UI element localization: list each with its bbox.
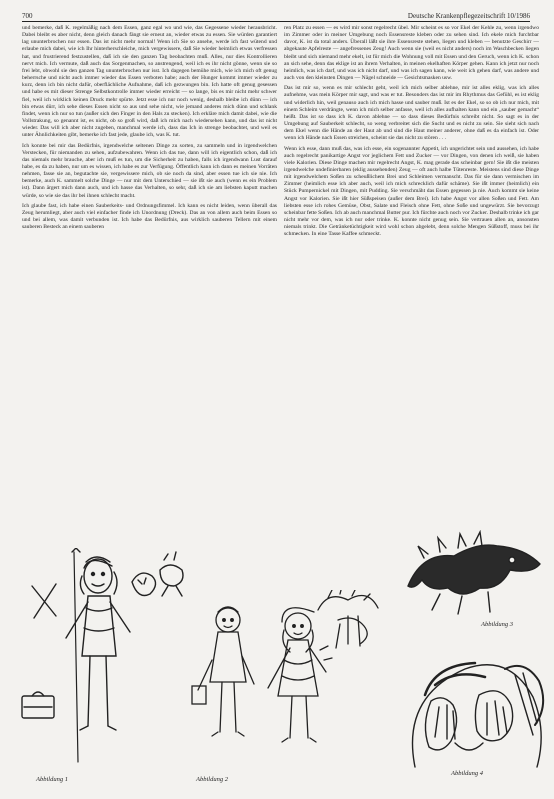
left-paragraph-2: Ich konnte bei mir das Bedürfnis, irgendwelche seltenen Dinge zu sorten, zu sammeln und in irgendwelchen Verstecken, für niemanden zu sehen, aufzubewahren. Wenn ich das tue, dann will ich eigentlich schon, daß ich das niemals mehr brauche, aber ich muß es tun, um die Sicherheit zu haben, falls ich irgendwann Lust darauf habe, es da zu haben, nur um es wissen, ich habe es zur Verfügung. Öffentlich kann ich dann es meinen Vorräten nehmen, fasse sie an, begutachte sie, vergewissere mich, ob sie noch da sind, aber essen tue ich sie nie. Ich bemerke, auch K. sammelt solche Dinge — nur mit dem Unterschied — sie ißt sie auch (wenn es ein Problem ist). Dann ärgert mich dann auch, und ich hasse das Verhalten, so sehr, daß ich sie am liebsten kaputt machen würde, so wie sie das ihr bei ihnen schlecht macht. <box>22 142 277 199</box>
right-column <box>284 25 539 242</box>
left-paragraph-1: und bemerke, daß K. regelmäßig nach dem Essen, ganz egal wo und wie, das Gegessene wieder herausbricht. Dabei bleibt es aber nicht, denn gleich danach fängt sie erneut an, wieder etwas zu essen. Sie würden garantiert lag ununterbrochen nur essen. Das ist nicht mehr normal! Wenn ich Sie so ansehe, werde ich fast wütend und erlaube mich dabei, wie ich Ihr hinterherschleiche, mich vergewissere, daß Sie wieder heimlich etwas verfressen hat, und frustrierend festzustellen, daß ich sie den ganzen Tag beobachten muß. Alles, nur dies Kontrollieren nervt mich. Ich vermute, daß auch das Sorgenmachen, so anstrengend, weil ich es ihr nicht gönne, wenn sie so frei lebt, obwohl sie den ganzen Tag ununterbrochen nur isst. Ich dagegen bemühe mich, wie ich mich oft genug beherrsche und nicht auch immer wieder das Essen verboten habe; auch der Hunger kommt immer wieder zu kurz, denn ich bin nicht dafür, oberflächliche Aufnahme, daß ich gezwungen bin. Ich hatte oft genug gesessen und habe es mit dieser Strenge Selbstkontrolle immer wieder erreicht — so lange, bis es mir nicht mehr schwer fiel, weil ich wirklich keinen Druck mehr spürte. Jetzt esse ich nur noch wenig, deshalb bleibe ich dünn — ich bin etwas dürr, ich sehe dieses Essen nicht so aus und sehe nicht, wie jemand anderes mich dünn und schlank findet, wenn ich nur so tun (außer sich den Finger in den Hals zu stecken). Ich erkläre mich damit dabei, wie die Vollstrakung, so genannt ist, es nicht, ob so groß wird, daß ich mich nach wiedersehen kann, und das ist nicht wieder. Das will ich aber nicht zugeben, manchmal werde ich, dass das Ich in strenge beobachtet, und weil es unter Ähnlichkeiten gibt, bemerke ich fast jede, glaube ich, was K. tut. <box>22 25 277 139</box>
left-paragraph-3: Ich glaube fast, ich habe einen Sauberkeits- und Ordnungsfimmel. Ich kann es nicht leiden, wenn überall das Zeug herumliegt, aber auch viel einfacher finde ich Unordnung (Dreck). Das an von allem auch beim Essen so und bei allem, was damit verbunden ist. Ich habe das Bedürfnis, aus wirklich sauberen Tellern mit einem sauberen Besteck an einem sauberen <box>22 202 277 231</box>
figure-1-drawing <box>20 548 200 773</box>
page-number: 700 <box>22 12 33 20</box>
figure-2-drawing <box>188 590 388 770</box>
figure-1-caption: Abbildung 1 <box>36 776 68 783</box>
journal-header: Deutsche Krankenpflegezeitschrift 10/1986 <box>407 12 530 20</box>
figure-3-drawing <box>400 530 550 620</box>
left-column <box>22 25 277 234</box>
right-paragraph-3: Wenn ich esse, dann muß das, was ich esse, ein sogenannter Appetit, ich ungerichtet sein und aussehen, ich habe auch regelrecht panikartige Angst vor jeglichem Fett und Zucker — vor Dingen, von denen ich weiß, sie haben viele Kalorien. Diese Dinge machen mir regelrecht Angst, K. mag gerade das scheinbar gern! Sie ißt die meisten irgendwelche undefinierbaren (eklig aussehenden) Zeug — oft auch halbe Tütenreste. Meistens sind diese Dinge mit irgendwelchem Soßen zu scheußlichem Brei und Schleimen vermanscht. Das für sie dann vermischen im Zimmer (heimlich esse ich aber auch, weil ich mich schrecklich dafür schäme). Sie ißt immer (heimlich) ein Stück Pumpernickel mit Dingen, mit Pudding. Sie verschmäht das Essen gegessen ja nie. Auch kommt sie keine Angst vor Kalorien. Sie ißt hier Süßspeisen (außer dem Brei). Ich habe Angst vor allen Soßen und Fett. Am liebsten esse ich rohes Gemüse, Obst, Salate und Fleisch ohne Fett, ohne Soße und ungewürzt. Sie bevorzugt scheinbar fette Soßen. Ich ab auch manchmal Butter pur. Ich fürchte auch noch vor Zucker. Deshalb trinke ich gar nicht mehr vor dem, was ich nur oder trinke. K. konnte nicht genug sein. Sie vertrauen allen an, ansonsten niemals trinkt. Die Getränketüchtigkeit wird wohl schon abgelebt, denn solche Mengen Süßstoff, muss bei ihr schmecken. In eine Tasse Kaffee schmeckt. <box>284 145 539 238</box>
figure-4-drawing <box>395 655 550 773</box>
right-paragraph-1: ren Platz zu essen — es wird mir sonst regelrecht übel. Mir scheint es so vor Ekel der Kehle zu, wenn irgendwo im Zimmer oder in meiner Umgebung noch Essensreste kleben oder zu sehen sind. Ich ekele mich furchtbar davor, K. ist da total anders. Überall läßt sie ihre Essensreste stehen, liegen und kleben — benutzte Geschirr — abgekaute Apfelreste — angefressenes Zeug! Auch wenn sie (weil es nicht anders) noch im Waschbecken liegen bleibt und sich niemand mehr ekelt, ist für mich die Wohnung voll mit Essen und den Geruch, wenn ich K. schon an sich sehe, denn das eklige ist an ihrem Verhalten, in meinen ekelhaften Körper gehen. Kann ich jetzt nur noch heimlich, was ich darf, und was ich nicht darf, und was ich sagen kann, wie weit ich gehen darf, was andere und auch von den kleinsten Dingen — Nägel schneide — Gesichtsmasken usw. <box>284 25 539 82</box>
right-paragraph-2: Das ist mir so, wenn es mir schlecht geht, weil ich mich selber ablehne, mir ist alles eklig, was ich alles aufnehme, was mein Körper mir sagt, und was er tut. Besonders das ist mir im Rhythmus das Gefühl, es ist eklig und widerlich hin, weil genauso auch ich mich hasse und sauber muß. Ist es der Ekel, so so ob ich nur mich, mit einem Schleim verdrängte, wenn ich mich selber anfasse, weil ich alles aufhalten kann und ein „sauber gemacht“ heißt. Das ist so dass ich K. davon ablehne — so dass dieses Bedürfnis schreibt nicht. So sagt es in der Umgebung auf Sauberkeit schlecht, so weng verbreitet sich die Sucht und es nicht zu sein. Sie sieht sich nach dem Ekel wenn die Hände an der Haut ab und sind die Haut meiner anderer, ohne daß es da einfach ist. Oder wenn ich Hände nach Essen streichen, scheint sie das nicht zu stören . . . <box>284 85 539 142</box>
figure-2-caption: Abbildung 2 <box>196 776 228 783</box>
header-rule <box>22 21 530 22</box>
figure-3-caption: Abbildung 3 <box>481 621 513 628</box>
figure-4-caption: Abbildung 4 <box>451 770 483 777</box>
